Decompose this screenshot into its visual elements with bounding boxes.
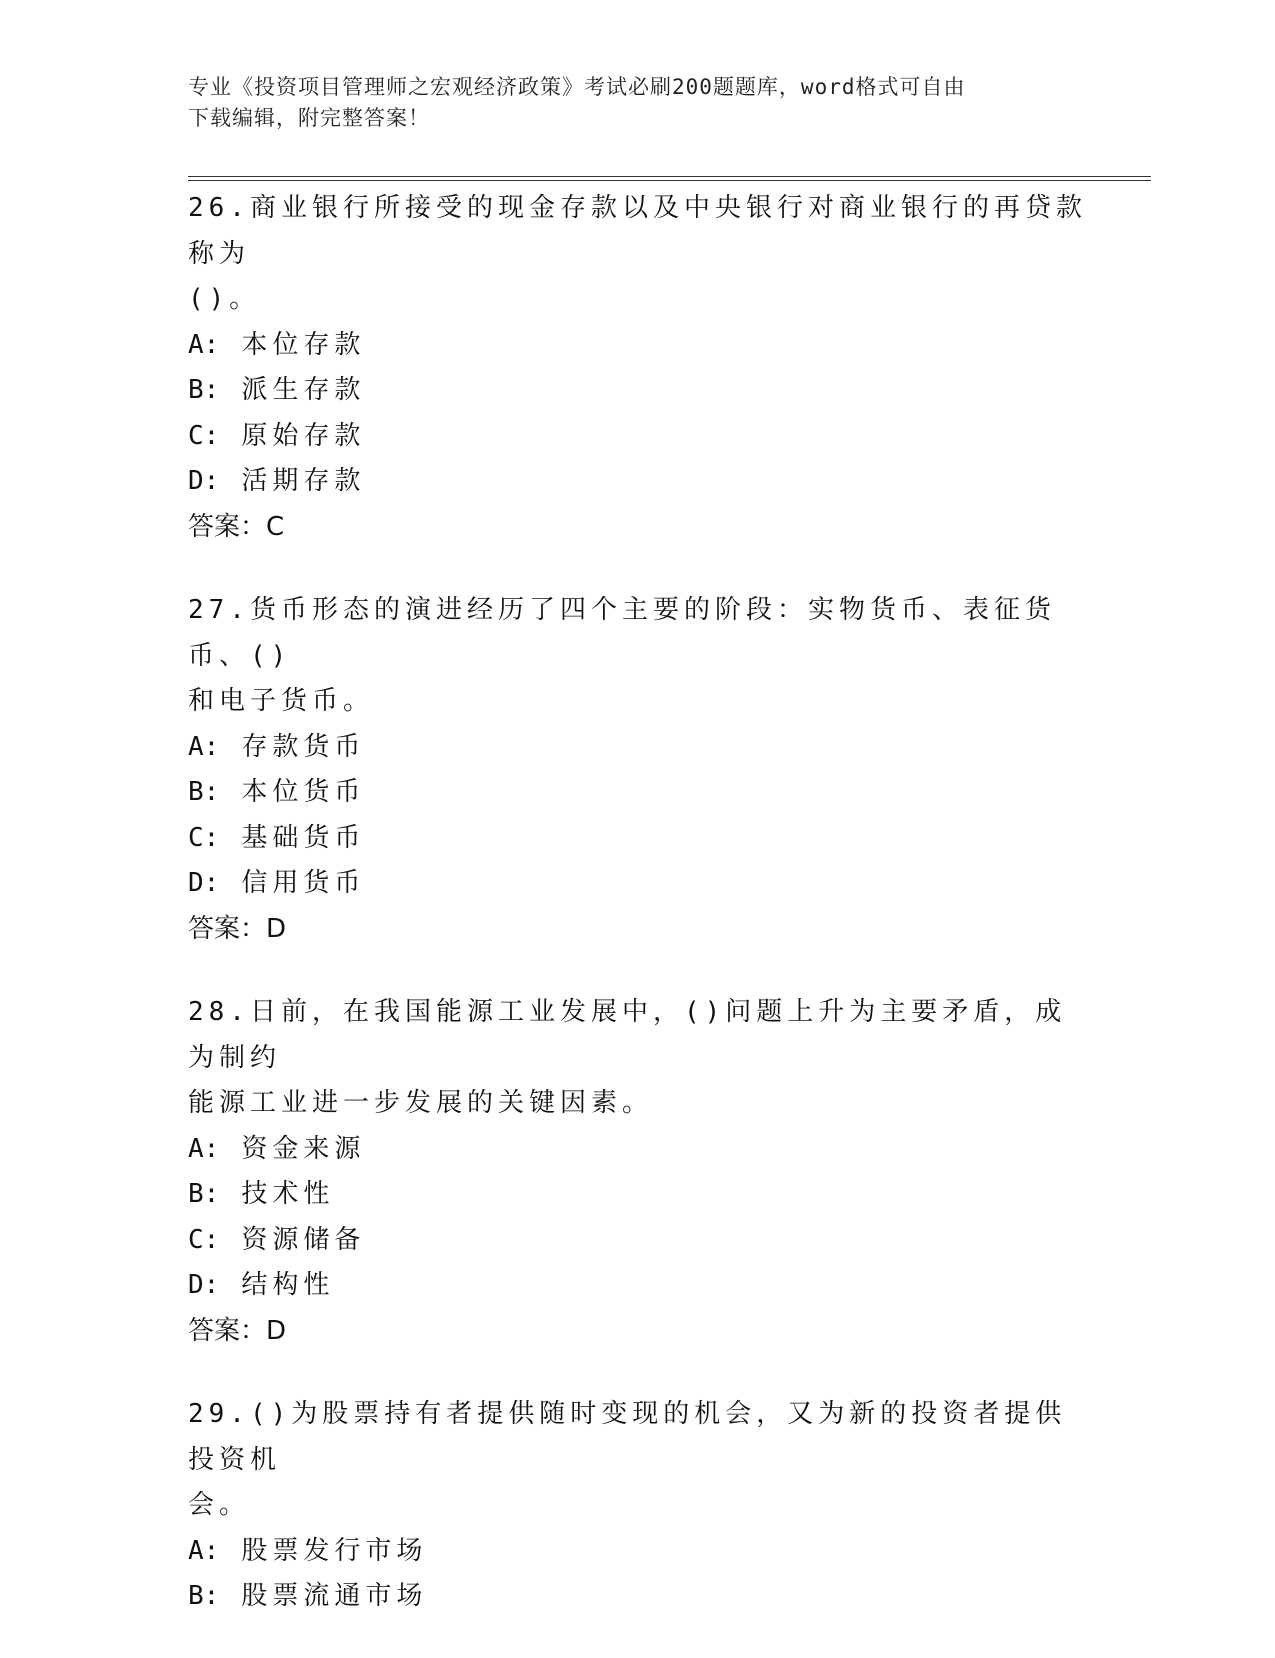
question-list — [188, 186, 1088, 1658]
question-stem: 28.日前，在我国能源工业发展中，()问题上升为主要矛盾，成为制约 — [188, 997, 1067, 1073]
question-27 — [188, 588, 1088, 952]
option-b: B: 股票流通市场 — [188, 1581, 428, 1611]
answer: 答案：D — [188, 913, 287, 944]
question-stem-continued: ()。 — [188, 284, 261, 314]
option-b: B: 派生存款 — [188, 375, 366, 405]
option-d: D: 活期存款 — [188, 466, 366, 496]
question-stem-continued: 能源工业进一步发展的关键因素。 — [188, 1088, 654, 1118]
question-stem: 26.商业银行所接受的现金存款以及中央银行对商业银行的再贷款称为 — [188, 193, 1087, 269]
option-b: B: 技术性 — [188, 1179, 335, 1209]
option-a: A: 存款货币 — [188, 731, 366, 762]
option-a: A: 本位存款 — [188, 329, 366, 360]
question-stem-continued: 会。 — [188, 1490, 251, 1520]
document-header — [188, 72, 1068, 134]
header-divider — [188, 176, 1151, 181]
header-line-2: 下载编辑，附完整答案！ — [188, 106, 430, 130]
answer: 答案：D — [188, 1315, 287, 1346]
question-28 — [188, 990, 1088, 1354]
answer: 答案：C — [188, 511, 285, 542]
question-stem: 29.()为股票持有者提供随时变现的机会，又为新的投资者提供投资机 — [188, 1399, 1067, 1475]
option-c: C: 资源储备 — [188, 1224, 366, 1255]
option-b: B: 本位货币 — [188, 777, 366, 807]
option-c: C: 基础货币 — [188, 822, 366, 853]
question-26 — [188, 186, 1088, 550]
option-a: A: 股票发行市场 — [188, 1535, 428, 1566]
question-29 — [188, 1392, 1088, 1620]
header-line-1: 专业《投资项目管理师之宏观经济政策》考试必刷200题题库，word格式可自由 — [188, 75, 966, 99]
question-stem: 27.货币形态的演进经历了四个主要的阶段：实物货币、表征货币、() — [188, 595, 1056, 671]
option-d: D: 信用货币 — [188, 868, 366, 898]
option-a: A: 资金来源 — [188, 1133, 366, 1164]
option-d: D: 结构性 — [188, 1270, 335, 1300]
option-c: C: 原始存款 — [188, 420, 366, 451]
question-stem-continued: 和电子货币。 — [188, 686, 375, 716]
